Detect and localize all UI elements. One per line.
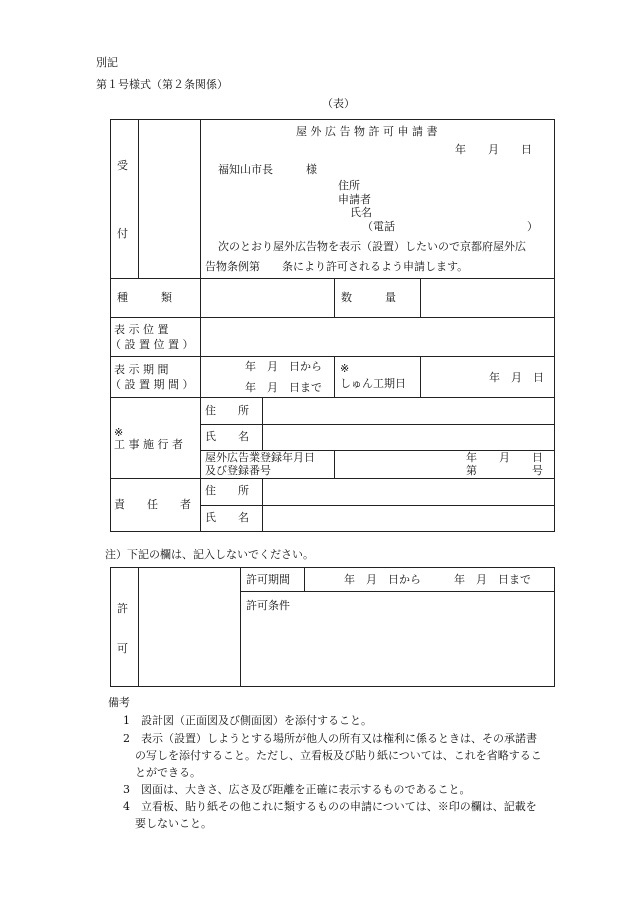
tel-label: （電話 ） <box>362 220 538 233</box>
contractor-name-label: 氏 名 <box>205 430 249 443</box>
remark-item: 3 図面は、大きさ、広さ及び距離を正確に表示するものであること。 <box>123 783 471 796</box>
registration-sub-label: 及び登録番号 <box>205 464 271 477</box>
divider <box>110 317 555 318</box>
application-title: 屋 外 広 告 物 許 可 申 請 書 <box>296 125 438 138</box>
addressee: 福知山市長 様 <box>218 163 317 176</box>
divider <box>200 424 555 425</box>
permit-kyo: 許 <box>117 602 128 615</box>
remark-item: とができる。 <box>135 766 201 779</box>
period-from: 年 月 日から <box>245 360 322 373</box>
divider <box>240 591 555 592</box>
divider <box>200 119 201 532</box>
side-label: （表） <box>322 97 355 110</box>
form-title: 第１号様式（第２条関係） <box>96 78 228 91</box>
remark-item: 4 立看板、貼り紙その他これに類するものの申請については、※印の欄は、記載を <box>123 800 537 813</box>
quantity-label: 数 量 <box>341 291 396 304</box>
location-sub-label: （ 設 置 位 置 ） <box>110 338 194 351</box>
contractor-mark: ※ <box>114 426 124 439</box>
divider <box>420 356 421 397</box>
divider <box>110 356 555 357</box>
registration-number: 第 号 <box>466 464 543 477</box>
contractor-address-label: 住 所 <box>205 404 249 417</box>
permit-period-value: 年 月 日から 年 月 日まで <box>344 573 531 586</box>
period-label: 表 示 期 間 <box>114 363 169 376</box>
divider <box>420 278 421 317</box>
divider <box>334 356 335 397</box>
completion-mark: ※ <box>340 362 350 375</box>
application-body-line1: 次のとおり屋外広告物を表示（設置）したいので京都府屋外広 <box>218 240 526 253</box>
divider <box>304 567 305 591</box>
divider <box>240 567 241 687</box>
divider <box>110 278 555 279</box>
divider <box>334 450 335 478</box>
responsible-address-label: 住 所 <box>205 484 249 497</box>
responsible-label: 責 任 者 <box>114 498 191 511</box>
divider <box>334 278 335 317</box>
applicant-label: 申請者 <box>338 193 371 206</box>
permit-conditions-label: 許可条件 <box>246 599 290 612</box>
reception-tsuki: 付 <box>117 227 128 240</box>
divider <box>262 397 263 450</box>
permit-ka: 可 <box>117 642 128 655</box>
location-label: 表 示 位 置 <box>114 323 169 336</box>
reception-uke: 受 <box>117 159 128 172</box>
remark-item: 1 設計図（正面図及び側面図）を添付すること。 <box>123 714 372 727</box>
responsible-name-label: 氏 名 <box>205 511 249 524</box>
divider <box>262 478 263 532</box>
address-label: 住所 <box>338 179 360 192</box>
name-label: 氏名 <box>350 206 372 219</box>
period-sub-label: （ 設 置 期 間 ） <box>110 378 194 391</box>
permit-period-label: 許可期間 <box>246 573 290 586</box>
remarks-title: 備考 <box>108 696 130 709</box>
remark-item: の写しを添付すること。ただし、立看板及び貼り紙については、これを省略するこ <box>135 749 542 762</box>
kind-label: 種 類 <box>117 291 172 304</box>
divider <box>110 478 555 479</box>
registration-label: 屋外広告業登録年月日 <box>205 451 315 464</box>
completion-label: しゅん工期日 <box>340 377 406 390</box>
completion-date: 年 月 日 <box>489 371 544 384</box>
remark-item: 要しないこと。 <box>135 817 212 830</box>
registration-date: 年 月 日 <box>466 451 543 464</box>
divider <box>110 397 555 398</box>
divider <box>200 505 555 506</box>
application-date: 年 月 日 <box>455 143 532 156</box>
divider <box>138 119 139 278</box>
permit-note: 注）下記の欄は、記入しないでください。 <box>105 548 314 561</box>
period-to: 年 月 日まで <box>245 381 322 394</box>
betsuki-label: 別記 <box>96 56 118 69</box>
application-body-line2: 告物条例第 条により許可されるよう申請します。 <box>205 260 469 273</box>
remark-item: 2 表示（設置）しようとする場所が他人の所有又は権利に係るときは、その承諾書 <box>123 732 537 745</box>
divider <box>138 567 139 687</box>
contractor-label: 工 事 施 行 者 <box>114 438 183 451</box>
